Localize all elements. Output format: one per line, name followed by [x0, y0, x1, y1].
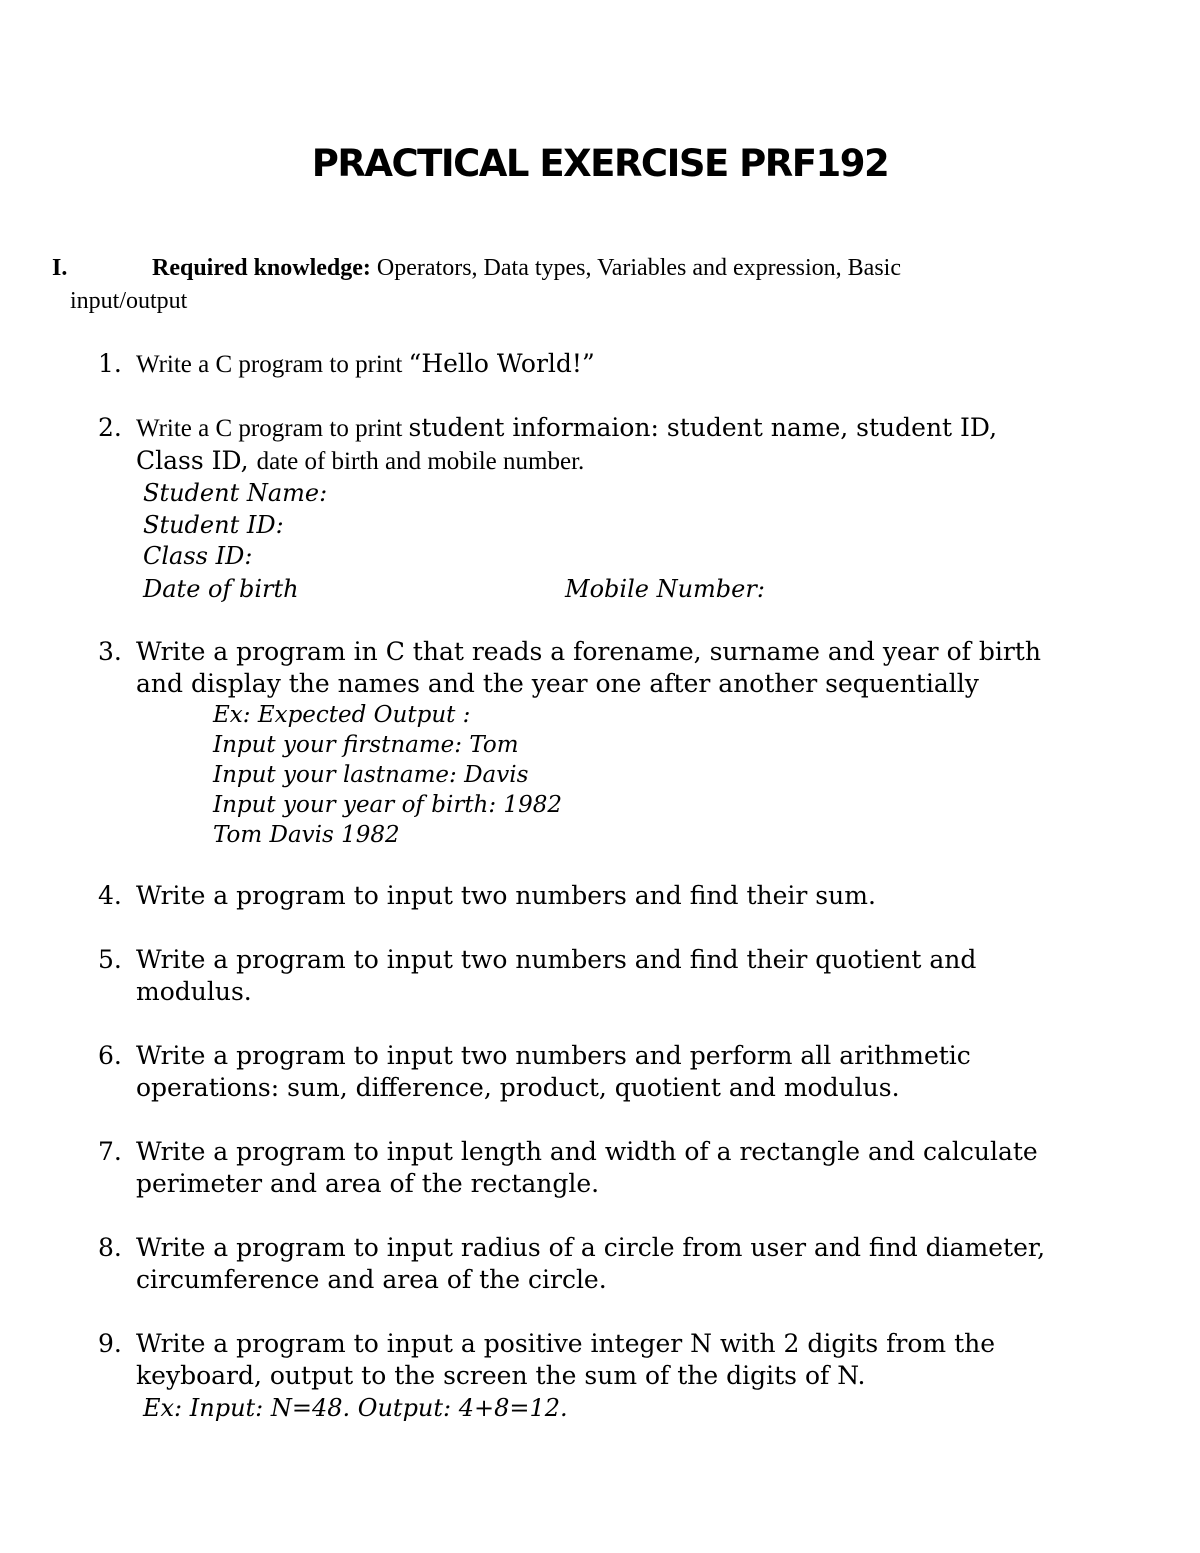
exercise-text: Write a program to input two numbers and find their quotient and	[136, 945, 977, 974]
exercise-text-continued: perimeter and area of the rectangle.	[136, 1169, 600, 1198]
exercise-8	[98, 1232, 1158, 1296]
example-line: Input your firstname: Tom	[213, 732, 519, 758]
exercise-number: 7.	[98, 1137, 122, 1166]
section-numeral: I.	[52, 255, 68, 281]
exercise-text: Write a program to input two numbers and perform all arithmetic	[136, 1041, 971, 1070]
exercise-text: Write a program to input a positive integer N with 2 digits from the	[136, 1329, 996, 1358]
exercise-quote: “Hello World!”	[408, 349, 595, 378]
exercise-text-line2a: Class ID,	[136, 446, 257, 475]
exercise-3	[98, 636, 1158, 850]
exercise-text: Write a program in C that reads a forename, surname and year of birth	[136, 637, 1041, 666]
exercise-text-continued: operations: sum, difference, product, quotient and modulus.	[136, 1073, 900, 1102]
exercise-number: 5.	[98, 945, 122, 974]
exercise-5	[98, 944, 1158, 1008]
field-student-id: Student ID:	[143, 510, 284, 539]
exercise-number: 2.	[98, 413, 122, 442]
exercise-number: 4.	[98, 881, 122, 910]
field-mobile-number: Mobile Number:	[565, 574, 765, 603]
field-row-dob-mobile	[143, 573, 1158, 605]
exercise-6	[98, 1040, 1158, 1104]
exercise-7	[98, 1136, 1158, 1200]
exercise-text-continued: student informaion: student name, student ID,	[408, 413, 998, 442]
document-title: PRACTICAL EXERCISE PRF192	[311, 142, 889, 185]
example-line: Ex: Expected Output :	[213, 702, 471, 728]
field-class-id: Class ID:	[143, 542, 253, 570]
exercise-2	[98, 412, 1158, 605]
exercise-number: 8.	[98, 1233, 122, 1262]
exercise-text-continued: circumference and area of the circle.	[136, 1265, 607, 1294]
exercise-number: 1.	[98, 349, 122, 378]
section-heading	[52, 252, 1112, 318]
exercise-text-continued: keyboard, output to the screen the sum of the digits of N.	[136, 1361, 866, 1390]
exercise-text-continued: modulus.	[136, 977, 252, 1006]
section-label: Required knowledge:	[152, 255, 371, 281]
exercise-text: Write a C program to print	[136, 415, 409, 442]
exercise-4	[98, 880, 1158, 912]
exercise-text: Write a program to input length and width of a rectangle and calculate	[136, 1137, 1038, 1166]
exercise-text: Write a program to input radius of a circle from user and find diameter,	[136, 1233, 1046, 1262]
exercise-example: Ex: Input: N=48. Output: 4+8=12.	[143, 1394, 568, 1422]
exercise-number: 6.	[98, 1041, 122, 1070]
exercise-1	[98, 348, 1158, 381]
example-line: Input your lastname: Davis	[213, 762, 529, 788]
example-line: Input your year of birth: 1982	[213, 792, 562, 818]
section-topics: Operators, Data types, Variables and expression, Basic	[376, 255, 901, 281]
field-student-name: Student Name:	[143, 479, 328, 507]
field-date-of-birth: Date of birth	[143, 574, 299, 603]
exercise-text-continued: and display the names and the year one after another sequentially	[136, 669, 979, 698]
exercise-text-line2b: date of birth and mobile number.	[256, 448, 585, 475]
example-output	[136, 700, 1158, 850]
section-topics-continued: input/output	[70, 288, 188, 314]
exercise-text: Write a program to input two numbers and find their sum.	[136, 881, 876, 910]
example-line: Tom Davis 1982	[213, 822, 400, 848]
exercise-number: 9.	[98, 1329, 122, 1358]
exercise-9	[98, 1328, 1158, 1424]
exercise-number: 3.	[98, 637, 122, 666]
exercise-text: Write a C program to print	[136, 351, 409, 378]
